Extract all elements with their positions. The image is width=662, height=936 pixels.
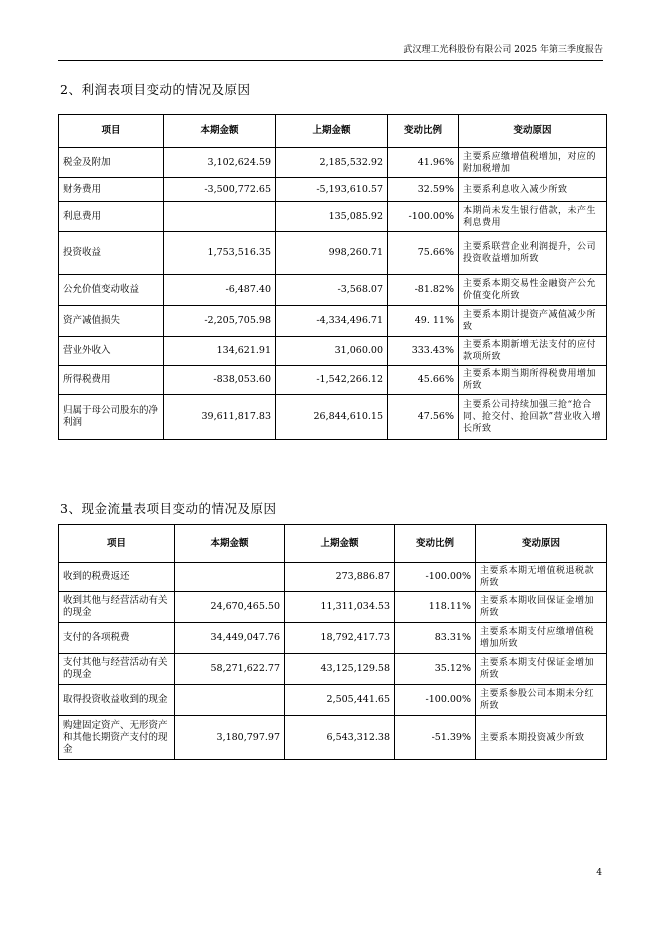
cell-reason: 主要系本期支付应缴增值税增加所致 [476, 623, 607, 654]
table-row [59, 366, 607, 395]
table-row [59, 178, 607, 202]
table-row [59, 232, 607, 275]
cell-current-amount: -2,205,705.98 [164, 306, 276, 337]
cell-change-ratio: 333.43% [388, 337, 459, 366]
cell-previous-amount: -1,542,266.12 [276, 366, 388, 395]
cell-current-amount [175, 685, 285, 716]
cell-change-ratio: 49. 11% [388, 306, 459, 337]
cell-item: 利息费用 [59, 202, 164, 232]
page-header [58, 40, 603, 61]
cell-current-amount: 34,449,047.76 [175, 623, 285, 654]
cell-change-ratio: -100.00% [395, 685, 476, 716]
table-row [59, 716, 607, 760]
table-row [59, 337, 607, 366]
cell-reason: 主要系本期当期所得税费用增加所致 [459, 366, 607, 395]
cell-item: 购建固定资产、无形资产和其他长期资产支付的现金 [59, 716, 175, 760]
cell-current-amount: -3,500,772.65 [164, 178, 276, 202]
cell-previous-amount: 6,543,312.38 [285, 716, 395, 760]
cell-reason: 主要系本期计提资产减值减少所致 [459, 306, 607, 337]
cell-current-amount: -6,487.40 [164, 275, 276, 306]
cell-previous-amount: 273,886.87 [285, 563, 395, 592]
cell-item: 公允价值变动收益 [59, 275, 164, 306]
cell-current-amount: 3,102,624.59 [164, 148, 276, 178]
cell-previous-amount: -5,193,610.57 [276, 178, 388, 202]
cash-flow-table [58, 524, 607, 760]
cell-current-amount: 58,271,622.77 [175, 654, 285, 685]
cell-reason: 主要系参股公司本期未分红所致 [476, 685, 607, 716]
col-header-reason: 变动原因 [476, 525, 607, 563]
cell-item: 归属于母公司股东的净利润 [59, 395, 164, 440]
cell-item: 支付其他与经营活动有关的现金 [59, 654, 175, 685]
cell-reason: 主要系本期投资减少所致 [476, 716, 607, 760]
cell-change-ratio: -100.00% [388, 202, 459, 232]
cell-change-ratio: 32.59% [388, 178, 459, 202]
cell-change-ratio: 47.56% [388, 395, 459, 440]
cell-item: 资产减值损失 [59, 306, 164, 337]
cell-current-amount: 3,180,797.97 [175, 716, 285, 760]
col-header-current: 本期金额 [175, 525, 285, 563]
col-header-change-ratio: 变动比例 [395, 525, 476, 563]
cell-item: 所得税费用 [59, 366, 164, 395]
col-header-reason: 变动原因 [459, 115, 607, 148]
cell-change-ratio: 41.96% [388, 148, 459, 178]
header-text: 武汉理工光科股份有限公司 2025 年第三季度报告 [403, 45, 603, 55]
table-header-row [59, 115, 607, 148]
cell-reason: 主要系本期新增无法支付的应付款项所致 [459, 337, 607, 366]
cell-change-ratio: 118.11% [395, 592, 476, 623]
cell-previous-amount: 2,505,441.65 [285, 685, 395, 716]
cell-item: 投资收益 [59, 232, 164, 275]
cell-item: 收到的税费返还 [59, 563, 175, 592]
cell-previous-amount: 26,844,610.15 [276, 395, 388, 440]
cell-reason: 主要系本期支付保证金增加所致 [476, 654, 607, 685]
cell-item: 税金及附加 [59, 148, 164, 178]
cell-previous-amount: 11,311,034.53 [285, 592, 395, 623]
cell-item: 收到其他与经营活动有关的现金 [59, 592, 175, 623]
table-row [59, 148, 607, 178]
cell-current-amount: 134,621.91 [164, 337, 276, 366]
cell-current-amount: 24,670,465.50 [175, 592, 285, 623]
table-body [59, 563, 607, 760]
table-row [59, 623, 607, 654]
cell-change-ratio: 45.66% [388, 366, 459, 395]
table-row [59, 202, 607, 232]
table-row [59, 685, 607, 716]
table-row [59, 395, 607, 440]
col-header-previous: 上期金额 [285, 525, 395, 563]
table-row [59, 592, 607, 623]
cell-previous-amount: 2,185,532.92 [276, 148, 388, 178]
cell-current-amount: 1,753,516.35 [164, 232, 276, 275]
table-row [59, 563, 607, 592]
cell-change-ratio: 75.66% [388, 232, 459, 275]
income-statement-table [58, 114, 607, 440]
col-header-current: 本期金额 [164, 115, 276, 148]
table-row [59, 654, 607, 685]
cell-previous-amount: 18,792,417.73 [285, 623, 395, 654]
cell-previous-amount: -4,334,496.71 [276, 306, 388, 337]
table-body [59, 148, 607, 440]
col-header-previous: 上期金额 [276, 115, 388, 148]
cell-reason: 主要系本期收回保证金增加所致 [476, 592, 607, 623]
cell-current-amount [164, 202, 276, 232]
cell-item: 取得投资收益收到的现金 [59, 685, 175, 716]
cell-reason: 主要系应缴增值税增加，对应的附加税增加 [459, 148, 607, 178]
cell-reason: 主要系本期交易性金融资产公允价值变化所致 [459, 275, 607, 306]
cell-change-ratio: -100.00% [395, 563, 476, 592]
section2-title: 2、利润表项目变动的情况及原因 [60, 82, 251, 97]
cell-change-ratio: 83.31% [395, 623, 476, 654]
cell-reason: 主要系本期无增值税退税款所致 [476, 563, 607, 592]
table-header-row [59, 525, 607, 563]
col-header-item: 项目 [59, 525, 175, 563]
cell-previous-amount: 31,060.00 [276, 337, 388, 366]
cell-item: 营业外收入 [59, 337, 164, 366]
cell-previous-amount: 135,085.92 [276, 202, 388, 232]
cell-reason: 本期尚未发生银行借款，未产生利息费用 [459, 202, 607, 232]
col-header-change-ratio: 变动比例 [388, 115, 459, 148]
cell-previous-amount: 998,260.71 [276, 232, 388, 275]
cell-reason: 主要系公司持续加强三抢“抢合同、抢交付、抢回款”营业收入增长所致 [459, 395, 607, 440]
cell-previous-amount: -3,568.07 [276, 275, 388, 306]
page-number: 4 [596, 868, 602, 878]
col-header-item: 项目 [59, 115, 164, 148]
cell-change-ratio: -51.39% [395, 716, 476, 760]
cell-current-amount [175, 563, 285, 592]
table-row [59, 306, 607, 337]
cell-reason: 主要系联营企业利润提升，公司投资收益增加所致 [459, 232, 607, 275]
cell-current-amount: -838,053.60 [164, 366, 276, 395]
cell-item: 财务费用 [59, 178, 164, 202]
cell-item: 支付的各项税费 [59, 623, 175, 654]
section3-title: 3、现金流量表项目变动的情况及原因 [60, 501, 277, 516]
cell-change-ratio: 35.12% [395, 654, 476, 685]
cell-reason: 主要系利息收入减少所致 [459, 178, 607, 202]
cell-change-ratio: -81.82% [388, 275, 459, 306]
cell-previous-amount: 43,125,129.58 [285, 654, 395, 685]
table-row [59, 275, 607, 306]
cell-current-amount: 39,611,817.83 [164, 395, 276, 440]
